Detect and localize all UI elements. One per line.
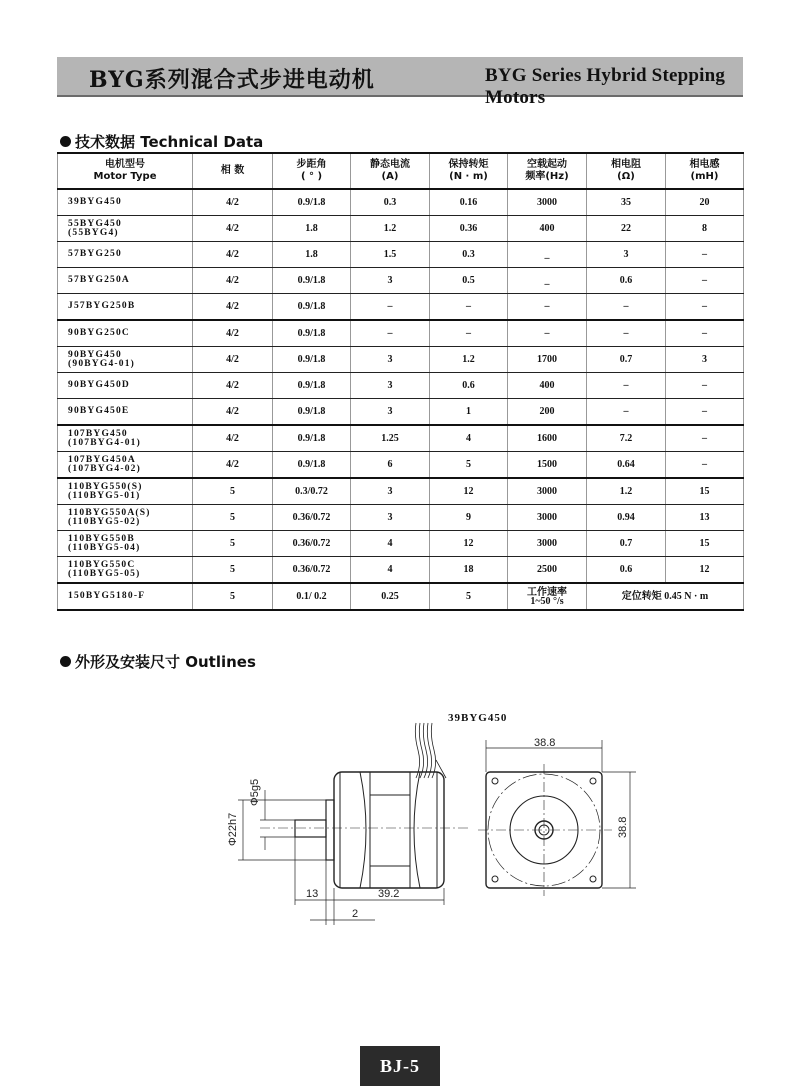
- table-cell: 3000: [508, 505, 587, 531]
- motor-type-line: 55BYG450: [68, 218, 122, 229]
- table-cell: _: [508, 242, 587, 268]
- column-header-label: 保持转矩: [448, 159, 489, 170]
- motor-type-line: 39BYG450: [68, 197, 122, 207]
- table-cell: 0.36/0.72: [273, 557, 351, 584]
- motor-type-line: 107BYG450: [68, 428, 128, 439]
- table-cell: 15: [666, 531, 744, 557]
- table-cell: 4/2: [193, 452, 273, 479]
- table-cell: –: [587, 373, 666, 399]
- table-cell: 3: [351, 478, 430, 505]
- tech-data-title-text: 技术数据 Technical Data: [75, 133, 264, 151]
- column-header-label: 静态电流: [370, 159, 410, 170]
- table-cell: 1.2: [430, 347, 508, 373]
- table-cell: 3: [351, 505, 430, 531]
- motor-type-line: (90BYG4-01): [68, 358, 136, 369]
- table-cell: 1.2: [351, 216, 430, 242]
- boss-dia-label: Φ22h7: [227, 812, 239, 846]
- table-cell: –: [351, 320, 430, 347]
- table-cell: 5: [193, 583, 273, 610]
- table-cell: 5: [193, 505, 273, 531]
- table-cell: 0.16: [430, 189, 508, 216]
- table-cell: 0.36/0.72: [273, 505, 351, 531]
- motor-type-line: J57BYG250B: [68, 301, 136, 311]
- header-title-en: BYG Series Hybrid Stepping Motors: [485, 65, 726, 108]
- motor-type-cell: 150BYG5180-F: [58, 583, 193, 610]
- motor-type-line: 110BYG550(S): [68, 481, 143, 492]
- speed-value: 1~50 °/s: [530, 595, 564, 607]
- table-cell: _: [508, 268, 587, 294]
- table-cell: 13: [666, 505, 744, 531]
- table-cell: –: [666, 425, 744, 452]
- table-cell: 3: [351, 399, 430, 426]
- motor-type-line: 90BYG450: [68, 349, 122, 360]
- outlines-title-text: 外形及安装尺寸 Outlines: [75, 653, 256, 671]
- column-header-unit: (A): [381, 171, 399, 182]
- column-header-unit: 频率(Hz): [525, 171, 569, 182]
- table-cell: –: [666, 294, 744, 321]
- column-header-unit: (Ω): [617, 171, 635, 182]
- speed-label: 工作速率: [527, 586, 567, 598]
- table-cell: 0.9/1.8: [273, 189, 351, 216]
- column-header-label: 相电阻: [611, 159, 641, 170]
- table-cell: 1500: [508, 452, 587, 479]
- table-cell: –: [666, 452, 744, 479]
- column-header-unit: ( ° ): [300, 171, 323, 182]
- table-cell: 1.5: [351, 242, 430, 268]
- column-header-unit: (N · m): [449, 171, 488, 182]
- column-header-label: 相 数: [220, 165, 245, 176]
- table-cell: 0.9/1.8: [273, 425, 351, 452]
- table-cell: 4: [351, 531, 430, 557]
- table-cell: 35: [587, 189, 666, 216]
- table-cell: 0.9/1.8: [273, 347, 351, 373]
- table-cell: 18: [430, 557, 508, 584]
- table-cell: –: [666, 373, 744, 399]
- table-cell: 0.94: [587, 505, 666, 531]
- shaft-dia-label: Φ5g5: [249, 778, 261, 806]
- table-cell: 0.9/1.8: [273, 268, 351, 294]
- column-header-label: 相电感: [689, 159, 720, 170]
- motor-type-line: 90BYG250C: [68, 328, 130, 338]
- table-cell: 0.3: [430, 242, 508, 268]
- table-cell: 3000: [508, 531, 587, 557]
- table-cell: –: [587, 294, 666, 321]
- position-torque-cell: 定位转矩 0.45 N · m: [587, 583, 744, 610]
- column-header-label: 步距角: [296, 159, 327, 170]
- table-cell: 2500: [508, 557, 587, 584]
- boss-len-label: 2: [352, 908, 359, 920]
- table-cell: –: [666, 399, 744, 426]
- table-cell: 0.6: [430, 373, 508, 399]
- table-cell: 0.9/1.8: [273, 452, 351, 479]
- motor-type-line: (55BYG4): [68, 227, 119, 238]
- table-cell: 1.2: [587, 478, 666, 505]
- table-cell: 0.25: [351, 583, 430, 610]
- table-cell: –: [430, 294, 508, 321]
- table-cell: 3000: [508, 189, 587, 216]
- table-cell: 1600: [508, 425, 587, 452]
- body-len-label: 39.2: [378, 888, 400, 900]
- table-cell: 4/2: [193, 347, 273, 373]
- table-cell: 0.7: [587, 347, 666, 373]
- table-cell: 0.36/0.72: [273, 531, 351, 557]
- table-cell: 0.64: [587, 452, 666, 479]
- motor-type-line: (107BYG4-02): [68, 463, 141, 474]
- table-cell: 0.3/0.72: [273, 478, 351, 505]
- table-cell: 5: [430, 583, 508, 610]
- table-cell: 1.25: [351, 425, 430, 452]
- motor-type-line: 110BYG550B: [68, 533, 135, 544]
- table-cell: 4: [351, 557, 430, 584]
- table-cell: 4/2: [193, 294, 273, 321]
- motor-type-line: 57BYG250: [68, 249, 122, 259]
- motor-type-line: (110BYG5-04): [68, 542, 141, 553]
- table-cell: 0.5: [430, 268, 508, 294]
- column-header-label: 电机型号: [105, 159, 145, 170]
- table-cell: 5: [193, 557, 273, 584]
- table-cell: 4/2: [193, 242, 273, 268]
- table-cell: 4/2: [193, 373, 273, 399]
- column-header-label: 空载起动: [527, 159, 567, 170]
- motor-type-line: (110BYG5-01): [68, 490, 141, 501]
- motor-type-line: (107BYG4-01): [68, 437, 141, 448]
- table-cell: 5: [430, 452, 508, 479]
- table-cell: 1.8: [273, 242, 351, 268]
- table-cell: 5: [193, 478, 273, 505]
- table-cell: 0.9/1.8: [273, 320, 351, 347]
- table-cell: 3: [351, 268, 430, 294]
- table-cell: 0.9/1.8: [273, 294, 351, 321]
- motor-type-line: 57BYG250A: [68, 275, 130, 285]
- table-cell: 3000: [508, 478, 587, 505]
- table-cell: –: [508, 320, 587, 347]
- table-cell: 400: [508, 216, 587, 242]
- lead-wires: [415, 723, 446, 778]
- motor-type-line: 90BYG450D: [68, 380, 130, 390]
- motor-type-line: (110BYG5-05): [68, 568, 141, 579]
- table-cell: 4/2: [193, 268, 273, 294]
- table-cell: 4/2: [193, 425, 273, 452]
- table-cell: –: [587, 399, 666, 426]
- table-cell: 8: [666, 216, 744, 242]
- table-cell: –: [430, 320, 508, 347]
- column-header-unit: Motor Type: [93, 171, 157, 182]
- motor-type-line: (110BYG5-02): [68, 516, 141, 527]
- width-top-label: 38.8: [534, 737, 556, 749]
- page-number: BJ-5: [360, 1046, 440, 1086]
- table-cell: 5: [193, 531, 273, 557]
- table-cell: 4: [430, 425, 508, 452]
- table-cell: 4/2: [193, 216, 273, 242]
- table-cell: 12: [430, 478, 508, 505]
- dims-side: [238, 790, 444, 925]
- table-cell: 1: [430, 399, 508, 426]
- motor-front-view: [478, 764, 612, 896]
- shaft-len-label: 13: [306, 888, 319, 900]
- table-cell: 22: [587, 216, 666, 242]
- table-cell: 4/2: [193, 320, 273, 347]
- table-cell: 1.8: [273, 216, 351, 242]
- motor-type-line: 110BYG550C: [68, 559, 136, 570]
- table-cell: 0.9/1.8: [273, 399, 351, 426]
- table-cell: 200: [508, 399, 587, 426]
- table-cell: 4/2: [193, 189, 273, 216]
- column-header-unit: (mH): [690, 171, 719, 182]
- table-cell: 4/2: [193, 399, 273, 426]
- motor-type-line: 90BYG450E: [68, 406, 130, 416]
- table-cell: 3: [351, 373, 430, 399]
- table-cell: –: [666, 242, 744, 268]
- motor-type-line: 110BYG550A(S): [68, 507, 151, 518]
- table-cell: –: [351, 294, 430, 321]
- table-cell: –: [666, 320, 744, 347]
- table-cell: –: [587, 320, 666, 347]
- table-cell: 400: [508, 373, 587, 399]
- table-cell: 12: [666, 557, 744, 584]
- table-cell: 9: [430, 505, 508, 531]
- table-cell: 0.6: [587, 557, 666, 584]
- drawing-model-label: 39BYG450: [448, 712, 508, 724]
- motor-side-view: [260, 772, 470, 888]
- table-cell: 7.2: [587, 425, 666, 452]
- motor-type-line: 107BYG450A: [68, 454, 136, 465]
- table-cell: 3: [587, 242, 666, 268]
- table-cell: 0.1/ 0.2: [273, 583, 351, 610]
- table-cell: 15: [666, 478, 744, 505]
- table-cell: 6: [351, 452, 430, 479]
- table-cell: –: [508, 294, 587, 321]
- table-cell: 3: [666, 347, 744, 373]
- table-cell: 0.7: [587, 531, 666, 557]
- height-side-label: 38.8: [617, 816, 629, 838]
- dims-front: [486, 740, 636, 888]
- header-title-cn: BYG系列混合式步进电动机: [89, 67, 375, 93]
- table-cell: –: [666, 268, 744, 294]
- table-cell: 0.3: [351, 189, 430, 216]
- table-cell: 0.6: [587, 268, 666, 294]
- table-cell: 0.9/1.8: [273, 373, 351, 399]
- table-cell: 3: [351, 347, 430, 373]
- table-cell: 20: [666, 189, 744, 216]
- table-cell: 12: [430, 531, 508, 557]
- table-cell: 0.36: [430, 216, 508, 242]
- table-cell: 1700: [508, 347, 587, 373]
